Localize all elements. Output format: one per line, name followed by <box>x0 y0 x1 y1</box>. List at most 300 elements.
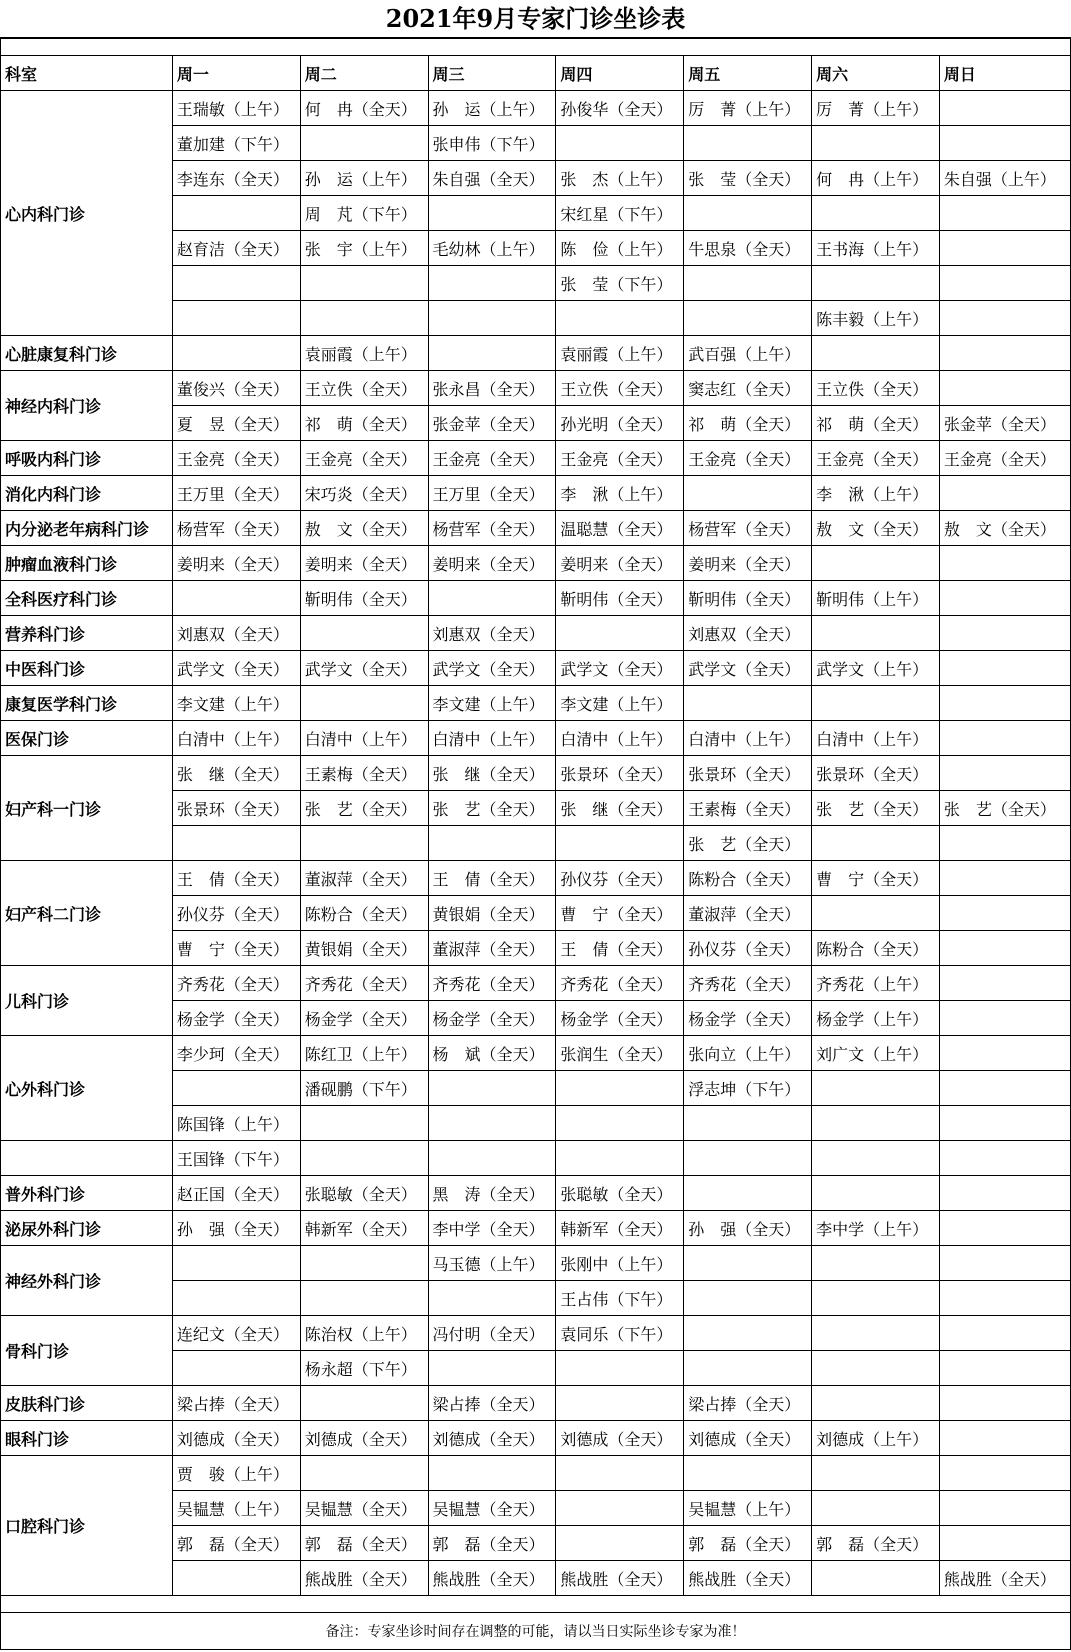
doctor-cell <box>556 1141 684 1176</box>
doctor-cell: 白清中（上午） <box>556 721 684 756</box>
doctor-cell: 姜明来（全天） <box>172 546 300 581</box>
doctor-cell: 敖 文（全天） <box>300 511 428 546</box>
doctor-cell: 李中学（上午） <box>812 1211 940 1246</box>
doctor-cell <box>172 581 300 616</box>
doctor-cell: 董加建（下午） <box>172 126 300 161</box>
doctor-cell <box>812 266 940 301</box>
doctor-cell: 董淑萍（全天） <box>684 896 812 931</box>
doctor-cell <box>428 581 556 616</box>
doctor-cell: 刘德成（全天） <box>300 1421 428 1456</box>
doctor-cell <box>684 1246 812 1281</box>
doctor-cell: 敖 文（全天） <box>812 511 940 546</box>
doctor-cell <box>939 476 1070 511</box>
doctor-cell: 陈 俭（上午） <box>556 231 684 266</box>
doctor-cell <box>428 826 556 861</box>
doctor-cell <box>556 1386 684 1421</box>
doctor-cell <box>300 301 428 336</box>
doctor-cell: 王金亮（全天） <box>812 441 940 476</box>
table-row <box>1 546 1071 581</box>
department-cell: 医保门诊 <box>1 721 173 756</box>
doctor-cell: 熊战胜（全天） <box>428 1561 556 1596</box>
doctor-cell: 周 芃（下午） <box>300 196 428 231</box>
doctor-cell: 武学文（全天） <box>684 651 812 686</box>
blank-row <box>1 1596 1071 1613</box>
department-cell: 骨科门诊 <box>1 1316 173 1386</box>
doctor-cell: 熊战胜（全天） <box>556 1561 684 1596</box>
doctor-cell <box>939 931 1070 966</box>
table-row <box>1 336 1071 371</box>
department-cell: 口腔科门诊 <box>1 1456 173 1596</box>
doctor-cell: 陈治权（上午） <box>300 1316 428 1351</box>
doctor-cell: 武学文（全天） <box>556 651 684 686</box>
doctor-cell: 靳明伟（上午） <box>812 581 940 616</box>
doctor-cell: 张景环（全天） <box>172 791 300 826</box>
department-cell: 皮肤科门诊 <box>1 1386 173 1421</box>
doctor-cell: 王书海（上午） <box>812 231 940 266</box>
doctor-cell: 王金亮（全天） <box>556 441 684 476</box>
header-day: 周日 <box>939 56 1070 91</box>
table-row <box>1 91 1071 126</box>
doctor-cell: 王金亮（全天） <box>684 441 812 476</box>
doctor-cell: 熊战胜（全天） <box>300 1561 428 1596</box>
doctor-cell: 董淑萍（全天） <box>428 931 556 966</box>
doctor-cell: 王国锋（下午） <box>172 1141 300 1176</box>
doctor-cell <box>939 651 1070 686</box>
doctor-cell: 吴韫慧（上午） <box>684 1491 812 1526</box>
doctor-cell <box>684 301 812 336</box>
doctor-cell <box>172 301 300 336</box>
doctor-cell: 张 莹（全天） <box>684 161 812 196</box>
doctor-cell: 张向立（上午） <box>684 1036 812 1071</box>
doctor-cell: 杨金学（全天） <box>300 1001 428 1036</box>
doctor-cell: 杨营军（全天） <box>684 511 812 546</box>
doctor-cell: 袁丽霞（上午） <box>556 336 684 371</box>
doctor-cell <box>172 1561 300 1596</box>
doctor-cell <box>172 826 300 861</box>
doctor-cell: 潘砚鹏（下午） <box>300 1071 428 1106</box>
doctor-cell: 曹 宁（全天） <box>556 896 684 931</box>
spacer-row <box>1 39 1071 56</box>
doctor-cell <box>939 231 1070 266</box>
department-cell: 泌尿外科门诊 <box>1 1211 173 1246</box>
doctor-cell: 姜明来（全天） <box>556 546 684 581</box>
doctor-cell: 靳明伟（全天） <box>556 581 684 616</box>
table-row <box>1 1246 1071 1281</box>
doctor-cell: 袁丽霞（上午） <box>300 336 428 371</box>
blank-cell <box>1 1596 1071 1613</box>
doctor-cell <box>556 1456 684 1491</box>
doctor-cell <box>812 336 940 371</box>
doctor-cell: 王万里（全天） <box>172 476 300 511</box>
doctor-cell: 赵育洁（全天） <box>172 231 300 266</box>
doctor-cell: 贾 骏（上午） <box>172 1456 300 1491</box>
doctor-cell <box>812 196 940 231</box>
doctor-cell <box>300 826 428 861</box>
doctor-cell <box>172 1351 300 1386</box>
doctor-cell: 连纪文（全天） <box>172 1316 300 1351</box>
doctor-cell: 张 继（全天） <box>172 756 300 791</box>
doctor-cell <box>428 1071 556 1106</box>
doctor-cell <box>684 266 812 301</box>
doctor-cell <box>939 1421 1070 1456</box>
doctor-cell <box>300 1386 428 1421</box>
doctor-cell <box>812 546 940 581</box>
doctor-cell <box>428 1456 556 1491</box>
doctor-cell: 吴韫慧（上午） <box>172 1491 300 1526</box>
doctor-cell <box>300 1281 428 1316</box>
doctor-cell <box>939 861 1070 896</box>
doctor-cell: 王万里（全天） <box>428 476 556 511</box>
department-cell: 内分泌老年病科门诊 <box>1 511 173 546</box>
doctor-cell <box>939 721 1070 756</box>
doctor-cell: 杨金学（全天） <box>556 1001 684 1036</box>
department-cell: 心内科门诊 <box>1 91 173 336</box>
doctor-cell: 黑 涛（全天） <box>428 1176 556 1211</box>
doctor-cell: 张景环（全天） <box>812 756 940 791</box>
note-row <box>1 1613 1071 1650</box>
doctor-cell: 张 艺（全天） <box>812 791 940 826</box>
doctor-cell: 王瑞敏（上午） <box>172 91 300 126</box>
doctor-cell: 李文建（上午） <box>428 686 556 721</box>
doctor-cell: 韩新军（全天） <box>300 1211 428 1246</box>
doctor-cell: 王 倩（全天） <box>172 861 300 896</box>
doctor-cell: 武学文（全天） <box>172 651 300 686</box>
doctor-cell <box>812 1491 940 1526</box>
doctor-cell: 武学文（全天） <box>428 651 556 686</box>
doctor-cell: 董俊兴（全天） <box>172 371 300 406</box>
doctor-cell <box>939 266 1070 301</box>
doctor-cell <box>428 301 556 336</box>
doctor-cell <box>939 896 1070 931</box>
doctor-cell: 张金苹（全天） <box>939 406 1070 441</box>
doctor-cell: 陈国锋（上午） <box>172 1106 300 1141</box>
doctor-cell: 张景环（全天） <box>556 756 684 791</box>
table-row <box>1 651 1071 686</box>
department-cell: 康复医学科门诊 <box>1 686 173 721</box>
table-row <box>1 1386 1071 1421</box>
table-row <box>1 1211 1071 1246</box>
doctor-cell <box>939 756 1070 791</box>
department-cell: 妇产科二门诊 <box>1 861 173 966</box>
doctor-cell <box>556 1526 684 1561</box>
doctor-cell <box>684 686 812 721</box>
doctor-cell: 陈粉合（全天） <box>684 861 812 896</box>
doctor-cell: 温聪慧（全天） <box>556 511 684 546</box>
doctor-cell: 陈红卫（上午） <box>300 1036 428 1071</box>
doctor-cell: 张永昌（全天） <box>428 371 556 406</box>
doctor-cell <box>172 1246 300 1281</box>
department-cell: 全科医疗科门诊 <box>1 581 173 616</box>
header-day: 周三 <box>428 56 556 91</box>
doctor-cell: 马玉德（上午） <box>428 1246 556 1281</box>
doctor-cell <box>939 1456 1070 1491</box>
table-row <box>1 1036 1071 1071</box>
department-cell: 中医科门诊 <box>1 651 173 686</box>
doctor-cell: 毛幼林（上午） <box>428 231 556 266</box>
doctor-cell: 姜明来（全天） <box>428 546 556 581</box>
doctor-cell: 曹 宁（全天） <box>172 931 300 966</box>
doctor-cell: 袁同乐（下午） <box>556 1316 684 1351</box>
doctor-cell <box>939 581 1070 616</box>
doctor-cell: 朱自强（上午） <box>939 161 1070 196</box>
doctor-cell <box>812 1316 940 1351</box>
doctor-cell: 董淑萍（全天） <box>300 861 428 896</box>
doctor-cell: 王金亮（全天） <box>300 441 428 476</box>
doctor-cell: 张润生（全天） <box>556 1036 684 1071</box>
doctor-cell <box>812 1071 940 1106</box>
doctor-cell: 靳明伟（全天） <box>300 581 428 616</box>
doctor-cell <box>939 546 1070 581</box>
doctor-cell: 厉 菁（上午） <box>684 91 812 126</box>
doctor-cell: 宋巧炎（全天） <box>300 476 428 511</box>
table-row <box>1 616 1071 651</box>
doctor-cell <box>684 126 812 161</box>
doctor-cell <box>812 686 940 721</box>
doctor-cell: 齐秀花（全天） <box>556 966 684 1001</box>
doctor-cell: 姜明来（全天） <box>300 546 428 581</box>
doctor-cell: 陈丰毅（上午） <box>812 301 940 336</box>
doctor-cell: 浮志坤（下午） <box>684 1071 812 1106</box>
doctor-cell: 曹 宁（全天） <box>812 861 940 896</box>
doctor-cell: 李 湫（上午） <box>812 476 940 511</box>
doctor-cell <box>300 1141 428 1176</box>
doctor-cell: 吴韫慧（全天） <box>428 1491 556 1526</box>
doctor-cell <box>684 1456 812 1491</box>
doctor-cell <box>684 1316 812 1351</box>
doctor-cell <box>939 1176 1070 1211</box>
doctor-cell: 宋红星（下午） <box>556 196 684 231</box>
doctor-cell: 杨营军（全天） <box>428 511 556 546</box>
page-title: 2021年9月专家门诊坐诊表 <box>385 4 686 33</box>
doctor-cell <box>684 1106 812 1141</box>
doctor-cell <box>812 616 940 651</box>
doctor-cell: 梁占捧（全天） <box>428 1386 556 1421</box>
schedule-table <box>0 38 1071 1650</box>
header-row <box>1 56 1071 91</box>
doctor-cell: 赵正国（全天） <box>172 1176 300 1211</box>
doctor-cell: 白清中（上午） <box>428 721 556 756</box>
doctor-cell: 王素梅（全天） <box>684 791 812 826</box>
doctor-cell: 孙仪芬（全天） <box>172 896 300 931</box>
table-row <box>1 581 1071 616</box>
doctor-cell <box>556 1491 684 1526</box>
doctor-cell: 张 艺（全天） <box>684 826 812 861</box>
header-day: 周五 <box>684 56 812 91</box>
doctor-cell <box>428 1141 556 1176</box>
doctor-cell: 陈粉合（全天） <box>300 896 428 931</box>
doctor-cell: 祁 萌（全天） <box>684 406 812 441</box>
doctor-cell: 李 湫（上午） <box>556 476 684 511</box>
doctor-cell: 刘惠双（全天） <box>428 616 556 651</box>
doctor-cell <box>300 1456 428 1491</box>
doctor-cell: 孙仪芬（全天） <box>684 931 812 966</box>
table-row <box>1 1421 1071 1456</box>
doctor-cell: 张 莹（下午） <box>556 266 684 301</box>
doctor-cell: 杨 斌（全天） <box>428 1036 556 1071</box>
department-cell: 眼科门诊 <box>1 1421 173 1456</box>
doctor-cell <box>939 686 1070 721</box>
doctor-cell <box>684 1141 812 1176</box>
doctor-cell <box>428 1281 556 1316</box>
doctor-cell <box>300 686 428 721</box>
doctor-cell: 熊战胜（全天） <box>684 1561 812 1596</box>
doctor-cell: 朱自强（全天） <box>428 161 556 196</box>
doctor-cell: 张申伟（下午） <box>428 126 556 161</box>
doctor-cell: 敖 文（全天） <box>939 511 1070 546</box>
doctor-cell: 黄银娟（全天） <box>428 896 556 931</box>
header-day: 周二 <box>300 56 428 91</box>
doctor-cell: 杨金学（全天） <box>684 1001 812 1036</box>
doctor-cell: 韩新军（全天） <box>556 1211 684 1246</box>
doctor-cell <box>300 1106 428 1141</box>
doctor-cell <box>939 1106 1070 1141</box>
doctor-cell: 孙仪芬（全天） <box>556 861 684 896</box>
table-row <box>1 861 1071 896</box>
header-day: 周六 <box>812 56 940 91</box>
doctor-cell: 齐秀花（全天） <box>684 966 812 1001</box>
doctor-cell <box>300 126 428 161</box>
doctor-cell: 齐秀花（全天） <box>172 966 300 1001</box>
doctor-cell <box>812 1141 940 1176</box>
doctor-cell <box>556 126 684 161</box>
doctor-cell <box>939 1281 1070 1316</box>
doctor-cell: 张聪敏（全天） <box>556 1176 684 1211</box>
doctor-cell: 王金亮（全天） <box>172 441 300 476</box>
doctor-cell <box>556 1351 684 1386</box>
department-cell: 普外科门诊 <box>1 1176 173 1211</box>
doctor-cell <box>172 266 300 301</box>
doctor-cell: 梁占捧（全天） <box>684 1386 812 1421</box>
doctor-cell <box>939 1491 1070 1526</box>
doctor-cell: 梁占捧（全天） <box>172 1386 300 1421</box>
doctor-cell <box>812 1246 940 1281</box>
department-cell: 心外科门诊 <box>1 1036 173 1141</box>
doctor-cell: 张 艺（全天） <box>428 791 556 826</box>
doctor-cell: 刘德成（全天） <box>556 1421 684 1456</box>
doctor-cell <box>300 1246 428 1281</box>
doctor-cell: 张聪敏（全天） <box>300 1176 428 1211</box>
doctor-cell <box>939 126 1070 161</box>
department-cell: 肿瘤血液科门诊 <box>1 546 173 581</box>
doctor-cell <box>428 196 556 231</box>
doctor-cell <box>172 196 300 231</box>
doctor-cell: 李少珂（全天） <box>172 1036 300 1071</box>
doctor-cell <box>939 1141 1070 1176</box>
doctor-cell: 李文建（上午） <box>172 686 300 721</box>
doctor-cell <box>172 1071 300 1106</box>
doctor-cell <box>939 1246 1070 1281</box>
doctor-cell <box>556 826 684 861</box>
doctor-cell: 李文建（上午） <box>556 686 684 721</box>
doctor-cell: 王立佚（全天） <box>812 371 940 406</box>
doctor-cell: 武学文（全天） <box>300 651 428 686</box>
doctor-cell: 孙 运（上午） <box>428 91 556 126</box>
doctor-cell <box>812 1176 940 1211</box>
doctor-cell: 刘惠双（全天） <box>684 616 812 651</box>
doctor-cell <box>939 301 1070 336</box>
doctor-cell <box>556 1071 684 1106</box>
table-row <box>1 511 1071 546</box>
doctor-cell <box>939 1526 1070 1561</box>
doctor-cell: 张 继（全天） <box>556 791 684 826</box>
doctor-cell: 熊战胜（全天） <box>939 1561 1070 1596</box>
doctor-cell <box>428 336 556 371</box>
doctor-cell: 齐秀花（上午） <box>812 966 940 1001</box>
doctor-cell: 祁 萌（全天） <box>812 406 940 441</box>
doctor-cell <box>939 1211 1070 1246</box>
doctor-cell <box>939 616 1070 651</box>
doctor-cell: 王金亮（全天） <box>939 441 1070 476</box>
doctor-cell: 刘德成（全天） <box>684 1421 812 1456</box>
doctor-cell: 孙 强（全天） <box>172 1211 300 1246</box>
doctor-cell: 郭 磊（全天） <box>428 1526 556 1561</box>
table-row <box>1 966 1071 1001</box>
doctor-cell: 牛思泉（全天） <box>684 231 812 266</box>
department-cell <box>1 1141 173 1176</box>
doctor-cell <box>812 1386 940 1421</box>
doctor-cell: 张景环（全天） <box>684 756 812 791</box>
doctor-cell <box>684 1176 812 1211</box>
doctor-cell: 李中学（全天） <box>428 1211 556 1246</box>
doctor-cell: 齐秀花（全天） <box>300 966 428 1001</box>
header-dept: 科室 <box>1 56 173 91</box>
doctor-cell: 靳明伟（全天） <box>684 581 812 616</box>
doctor-cell <box>939 371 1070 406</box>
doctor-cell <box>939 1316 1070 1351</box>
doctor-cell <box>172 336 300 371</box>
doctor-cell: 齐秀花（全天） <box>428 966 556 1001</box>
doctor-cell: 王 倩（全天） <box>428 861 556 896</box>
doctor-cell: 王 倩（全天） <box>556 931 684 966</box>
doctor-cell <box>939 1036 1070 1071</box>
doctor-cell: 黄银娟（全天） <box>300 931 428 966</box>
doctor-cell: 白清中（上午） <box>812 721 940 756</box>
doctor-cell: 陈粉合（全天） <box>812 931 940 966</box>
doctor-cell <box>939 1001 1070 1036</box>
doctor-cell: 郭 磊（全天） <box>300 1526 428 1561</box>
doctor-cell: 李连东（全天） <box>172 161 300 196</box>
doctor-cell: 孙 运（上午） <box>300 161 428 196</box>
doctor-cell: 刘德成（全天） <box>172 1421 300 1456</box>
table-row <box>1 476 1071 511</box>
doctor-cell <box>812 1106 940 1141</box>
table-row <box>1 756 1071 791</box>
doctor-cell <box>939 826 1070 861</box>
doctor-cell: 张 杰（上午） <box>556 161 684 196</box>
table-row <box>1 721 1071 756</box>
doctor-cell <box>812 1456 940 1491</box>
doctor-cell: 孙光明（全天） <box>556 406 684 441</box>
doctor-cell: 张金苹（全天） <box>428 406 556 441</box>
doctor-cell <box>556 1106 684 1141</box>
doctor-cell <box>939 336 1070 371</box>
doctor-cell <box>684 196 812 231</box>
doctor-cell: 郭 磊（全天） <box>684 1526 812 1561</box>
doctor-cell: 白清中（上午） <box>300 721 428 756</box>
table-row <box>1 1176 1071 1211</box>
doctor-cell: 刘惠双（全天） <box>172 616 300 651</box>
department-cell: 神经内科门诊 <box>1 371 173 441</box>
doctor-cell: 何 冉（全天） <box>300 91 428 126</box>
doctor-cell: 厉 菁（上午） <box>812 91 940 126</box>
doctor-cell <box>172 1281 300 1316</box>
doctor-cell <box>556 616 684 651</box>
doctor-cell: 刘广文（上午） <box>812 1036 940 1071</box>
department-cell: 心脏康复科门诊 <box>1 336 173 371</box>
doctor-cell: 王立佚（全天） <box>556 371 684 406</box>
doctor-cell: 杨金学（全天） <box>172 1001 300 1036</box>
header-day: 周一 <box>172 56 300 91</box>
